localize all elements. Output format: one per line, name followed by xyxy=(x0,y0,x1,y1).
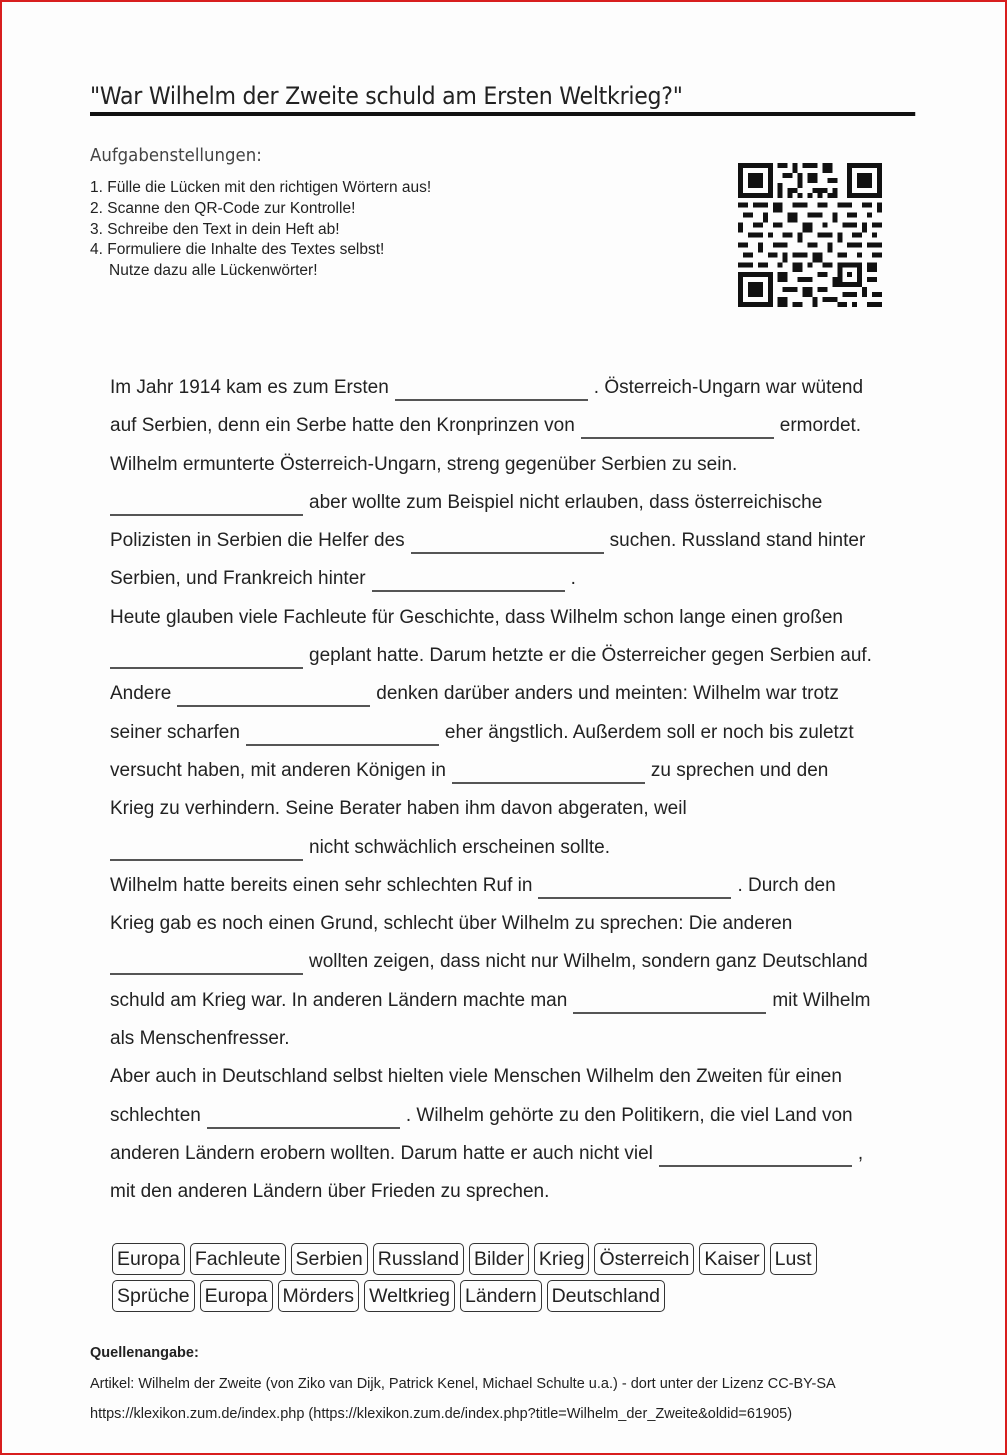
source-link[interactable]: https://klexikon.zum.de/index.php (https://klexikon.zum.de/index.php?title=Wilhelm_der_Zweite&oldid=61905) xyxy=(90,1406,793,1422)
text-line xyxy=(110,1173,910,1211)
blank-field[interactable] xyxy=(395,377,588,401)
text-segment: Wilhelm ermunterte Österreich-Ungarn, streng gegenüber Serbien zu sein. xyxy=(110,453,738,475)
text-line xyxy=(110,905,910,943)
task-list xyxy=(90,178,431,282)
word-chip[interactable]: Krieg xyxy=(534,1243,590,1275)
blank-field[interactable] xyxy=(573,990,766,1014)
text-segment: denken darüber anders und meinten: Wilhelm war trotz xyxy=(376,683,839,705)
text-line xyxy=(110,982,910,1020)
text-segment: geplant hatte. Darum hetzte er die Österreicher gegen Serbien auf. xyxy=(309,645,872,667)
text-line xyxy=(110,1097,910,1135)
task-item: Nutze dazu alle Lückenwörter! xyxy=(109,262,318,280)
word-chip[interactable]: Deutschland xyxy=(547,1280,665,1312)
word-chip[interactable]: Sprüche xyxy=(112,1280,195,1312)
source-line: Artikel: Wilhelm der Zweite (von Ziko van Dijk, Patrick Kenel, Michael Schulte u.a.) - dort unter der Lizenz CC-BY-SA xyxy=(90,1376,836,1392)
blank-field[interactable] xyxy=(538,875,731,899)
word-chip[interactable]: Weltkrieg xyxy=(364,1280,455,1312)
text-line xyxy=(110,369,910,407)
text-segment: eher ängstlich. Außerdem soll er noch bis zuletzt xyxy=(444,721,854,743)
text-segment: schuld am Krieg war. In anderen Ländern machte man xyxy=(110,989,568,1011)
word-chip[interactable]: Europa xyxy=(200,1280,273,1312)
text-line xyxy=(110,522,910,560)
text-line xyxy=(110,599,910,637)
blank-field[interactable] xyxy=(110,492,303,516)
text-segment: Aber auch in Deutschland selbst hielten viele Menschen Wilhelm den Zweiten für einen xyxy=(110,1066,842,1088)
word-chip[interactable]: Europa xyxy=(112,1243,185,1275)
text-segment: suchen. Russland stand hinter xyxy=(609,530,866,552)
blank-field[interactable] xyxy=(207,1105,400,1129)
text-segment: . xyxy=(570,568,576,590)
text-segment: versucht haben, mit anderen Königen in xyxy=(110,759,446,781)
text-segment: Andere xyxy=(110,683,172,705)
text-line xyxy=(110,637,910,675)
blank-field[interactable] xyxy=(110,645,303,669)
text-line xyxy=(110,407,910,445)
text-segment: Im Jahr 1914 kam es zum Ersten xyxy=(110,377,389,398)
word-chip[interactable]: Ländern xyxy=(460,1280,542,1312)
text-segment: Krieg zu verhindern. Seine Berater haben ihm davon abgeraten, weil xyxy=(110,798,687,820)
text-segment: auf Serbien, denn ein Serbe hatte den Kronprinzen von xyxy=(110,415,575,437)
blank-field[interactable] xyxy=(581,415,774,439)
text-segment: . Durch den xyxy=(737,874,836,896)
text-segment: zu sprechen und den xyxy=(650,759,829,781)
blank-field[interactable] xyxy=(177,683,370,707)
text-segment: mit Wilhelm xyxy=(772,989,871,1011)
text-line xyxy=(110,867,910,905)
word-chip[interactable]: Österreich xyxy=(594,1243,694,1275)
text-segment: schlechten xyxy=(110,1104,201,1126)
task-item: 3. Schreibe den Text in dein Heft ab! xyxy=(90,220,340,238)
word-chip[interactable]: Serbien xyxy=(291,1243,368,1275)
text-line xyxy=(110,829,910,867)
word-chip[interactable]: Bilder xyxy=(469,1243,529,1275)
text-segment: mit den anderen Ländern über Frieden zu sprechen. xyxy=(110,1181,550,1203)
word-chip[interactable]: Lust xyxy=(770,1243,817,1275)
source-heading: Quellenangabe: xyxy=(90,1345,199,1361)
blank-field[interactable] xyxy=(372,568,565,592)
text-line xyxy=(110,714,910,752)
worksheet-title: "War Wilhelm der Zweite schuld am Ersten Weltkrieg?" xyxy=(90,80,915,116)
text-segment: nicht schwächlich erscheinen sollte. xyxy=(309,836,610,858)
text-segment: seiner scharfen xyxy=(110,721,240,743)
text-segment: Krieg gab es noch einen Grund, schlecht über Wilhelm zu sprechen: Die anderen xyxy=(110,913,793,935)
text-line xyxy=(110,1020,910,1058)
blank-field[interactable] xyxy=(411,530,604,554)
text-segment: , xyxy=(857,1142,864,1164)
word-bank xyxy=(112,1243,902,1317)
text-segment: . Österreich-Ungarn war wütend xyxy=(593,377,864,398)
task-item: 2. Scanne den QR-Code zur Kontrolle! xyxy=(90,199,356,217)
blank-field[interactable] xyxy=(110,951,303,975)
word-chip[interactable]: Russland xyxy=(373,1243,464,1275)
text-segment: Serbien, und Frankreich hinter xyxy=(110,568,366,590)
text-line xyxy=(110,446,910,484)
qr-code-icon[interactable] xyxy=(738,161,882,309)
text-line xyxy=(110,943,910,981)
task-item: 1. Fülle die Lücken mit den richtigen Wörtern aus! xyxy=(90,179,432,196)
blank-field[interactable] xyxy=(110,837,303,861)
text-line xyxy=(110,484,910,522)
text-segment: Polizisten in Serbien die Helfer des xyxy=(110,530,405,552)
text-segment: anderen Ländern erobern wollten. Darum hatte er auch nicht viel xyxy=(110,1142,653,1164)
tasks-heading: Aufgabenstellungen: xyxy=(90,145,262,166)
text-segment: Wilhelm hatte bereits einen sehr schlechten Ruf in xyxy=(110,874,533,896)
word-chip[interactable]: Kaiser xyxy=(699,1243,764,1275)
blank-field[interactable] xyxy=(659,1143,852,1167)
text-line xyxy=(110,752,910,790)
cloze-text xyxy=(110,369,910,1212)
text-segment: . Wilhelm gehörte zu den Politikern, die viel Land von xyxy=(405,1104,853,1126)
text-line xyxy=(110,790,910,828)
text-line xyxy=(110,560,910,598)
text-line xyxy=(110,1135,910,1173)
task-item: 4. Formuliere die Inhalte des Textes selbst! xyxy=(90,241,385,259)
word-bank-row xyxy=(112,1280,902,1312)
word-bank-row xyxy=(112,1243,902,1275)
text-segment: wollten zeigen, dass nicht nur Wilhelm, sondern ganz Deutschland xyxy=(309,951,868,973)
word-chip[interactable]: Mörders xyxy=(278,1280,360,1312)
text-segment: ermordet. xyxy=(779,415,862,437)
blank-field[interactable] xyxy=(452,760,645,784)
text-segment: als Menschenfresser. xyxy=(110,1028,290,1050)
word-chip[interactable]: Fachleute xyxy=(190,1243,286,1275)
text-segment: Heute glauben viele Fachleute für Geschichte, dass Wilhelm schon lange einen großen xyxy=(110,606,843,628)
text-line xyxy=(110,675,910,713)
text-line xyxy=(110,1058,910,1096)
blank-field[interactable] xyxy=(246,722,439,746)
text-segment: aber wollte zum Beispiel nicht erlauben, dass österreichische xyxy=(309,491,823,513)
